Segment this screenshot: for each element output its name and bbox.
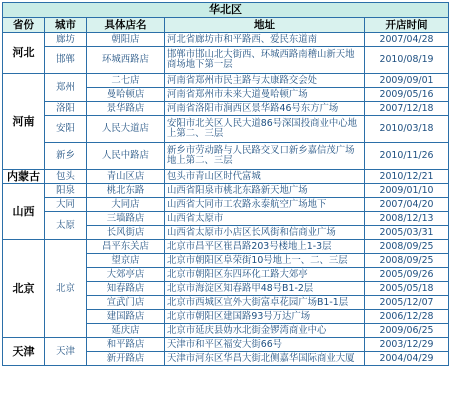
city-cell: 廊坊: [45, 33, 87, 47]
date-cell: 2009/09/01: [365, 74, 449, 88]
city-cell: 邯郸: [45, 47, 87, 74]
date-cell: 2007/04/20: [365, 198, 449, 212]
address-cell: 河南省洛阳市涧西区景华路46号东方广场: [165, 102, 365, 116]
store-cell: 桃北东路: [87, 184, 165, 198]
store-list-table: [2, 2, 449, 366]
address-cell: 北京市昌平区崔昌路203号楼地上1-3层: [165, 240, 365, 254]
store-cell: 延庆店: [87, 324, 165, 338]
header-province: 省份: [3, 18, 45, 33]
province-cell: 北京: [3, 240, 45, 338]
address-cell: 山西省阳泉市桃北东路新天地广场: [165, 184, 365, 198]
table-row: [3, 212, 449, 226]
city-cell: 新乡: [45, 143, 87, 170]
address-cell: 新乡市劳动路与人民路交叉口新乡嘉信茂广场地上第二、三层: [165, 143, 365, 170]
table-row: [3, 102, 449, 116]
date-cell: 2007/04/28: [365, 33, 449, 47]
header-address: 地址: [165, 18, 365, 33]
date-cell: 2005/05/18: [365, 282, 449, 296]
date-cell: 2008/12/13: [365, 212, 449, 226]
address-cell: 邯郸市邯山北大街西、环城西路南稽山新天地商场地下第一层: [165, 47, 365, 74]
store-cell: 曼哈顿店: [87, 88, 165, 102]
header-store: 具体店名: [87, 18, 165, 33]
city-cell: 大同: [45, 198, 87, 212]
table-row: [3, 184, 449, 198]
date-cell: 2009/06/25: [365, 324, 449, 338]
store-cell: 朝阳店: [87, 33, 165, 47]
table-row: [3, 47, 449, 74]
store-cell: 建国路店: [87, 310, 165, 324]
store-cell: 大同店: [87, 198, 165, 212]
city-cell: 北京: [45, 240, 87, 338]
table-row: [3, 338, 449, 352]
address-cell: 北京市朝阳区阜荣街10号地上一、二、三层: [165, 254, 365, 268]
date-cell: 2005/12/07: [365, 296, 449, 310]
header-row: [3, 18, 449, 33]
store-cell: 大郊亭店: [87, 268, 165, 282]
address-cell: 天津市河东区华昌大街北侧嘉华国际商业大厦: [165, 352, 365, 366]
store-cell: 和平路店: [87, 338, 165, 352]
store-cell: 昌平东关店: [87, 240, 165, 254]
address-cell: 山西省大同市工农路永泰航空广场地下: [165, 198, 365, 212]
store-list-table-container: [2, 2, 448, 366]
city-cell: 太原: [45, 212, 87, 240]
address-cell: 北京市西城区宣外大街富卓花园广场B1-1层: [165, 296, 365, 310]
date-cell: 2005/03/31: [365, 226, 449, 240]
province-cell: 山西: [3, 184, 45, 240]
table-title-row: [3, 3, 449, 18]
address-cell: 山西省太原市: [165, 212, 365, 226]
address-cell: 北京市朝阳区东四环化工路大郊亭: [165, 268, 365, 282]
store-cell: 知春路店: [87, 282, 165, 296]
date-cell: 2009/01/10: [365, 184, 449, 198]
table-row: [3, 240, 449, 254]
address-cell: 北京市朝阳区建国路93号万达广场: [165, 310, 365, 324]
date-cell: 2006/12/28: [365, 310, 449, 324]
store-cell: 长风街店: [87, 226, 165, 240]
address-cell: 北京市海淀区知春路甲48号B1-2层: [165, 282, 365, 296]
date-cell: 2009/05/16: [365, 88, 449, 102]
header-date: 开店时间: [365, 18, 449, 33]
address-cell: 天津市和平区福安大街66号: [165, 338, 365, 352]
table-row: [3, 33, 449, 47]
address-cell: 河南省郑州市未来大道曼哈顿广场: [165, 88, 365, 102]
city-cell: 郑州: [45, 74, 87, 102]
address-cell: 包头市青山区时代富城: [165, 170, 365, 184]
table-row: [3, 170, 449, 184]
address-cell: 北京市延庆县妫水北街金锣湾商业中心: [165, 324, 365, 338]
date-cell: 2007/12/18: [365, 102, 449, 116]
city-cell: 安阳: [45, 116, 87, 143]
date-cell: 2003/12/29: [365, 338, 449, 352]
table-title: 华北区: [3, 3, 449, 18]
date-cell: 2005/09/26: [365, 268, 449, 282]
province-cell: 河南: [3, 74, 45, 170]
address-cell: 山西省太原市小店区长风街和信商业广场: [165, 226, 365, 240]
header-city: 城市: [45, 18, 87, 33]
store-cell: 新开路店: [87, 352, 165, 366]
date-cell: 2010/03/18: [365, 116, 449, 143]
store-cell: 人民大道店: [87, 116, 165, 143]
address-cell: 河南省郑州市民主路与太康路交会处: [165, 74, 365, 88]
store-cell: 三墙路店: [87, 212, 165, 226]
store-cell: 望京店: [87, 254, 165, 268]
date-cell: 2010/08/19: [365, 47, 449, 74]
date-cell: 2008/09/25: [365, 240, 449, 254]
city-cell: 阳泉: [45, 184, 87, 198]
store-cell: 人民中路店: [87, 143, 165, 170]
store-cell: 青山区店: [87, 170, 165, 184]
date-cell: 2010/12/21: [365, 170, 449, 184]
address-cell: 安阳市北关区人民大道86号深国投商业中心地上第二、三层: [165, 116, 365, 143]
store-cell: 二七店: [87, 74, 165, 88]
store-cell: 环城西路店: [87, 47, 165, 74]
date-cell: 2004/04/29: [365, 352, 449, 366]
province-cell: 内蒙古: [3, 170, 45, 184]
city-cell: 天津: [45, 338, 87, 366]
date-cell: 2010/11/26: [365, 143, 449, 170]
date-cell: 2008/09/25: [365, 254, 449, 268]
province-cell: 河北: [3, 33, 45, 74]
store-cell: 景华路店: [87, 102, 165, 116]
province-cell: 天津: [3, 338, 45, 366]
city-cell: 洛阳: [45, 102, 87, 116]
table-row: [3, 198, 449, 212]
city-cell: 包头: [45, 170, 87, 184]
store-cell: 宣武门店: [87, 296, 165, 310]
table-row: [3, 74, 449, 88]
address-cell: 河北省廊坊市和平路西、爱民东道南: [165, 33, 365, 47]
